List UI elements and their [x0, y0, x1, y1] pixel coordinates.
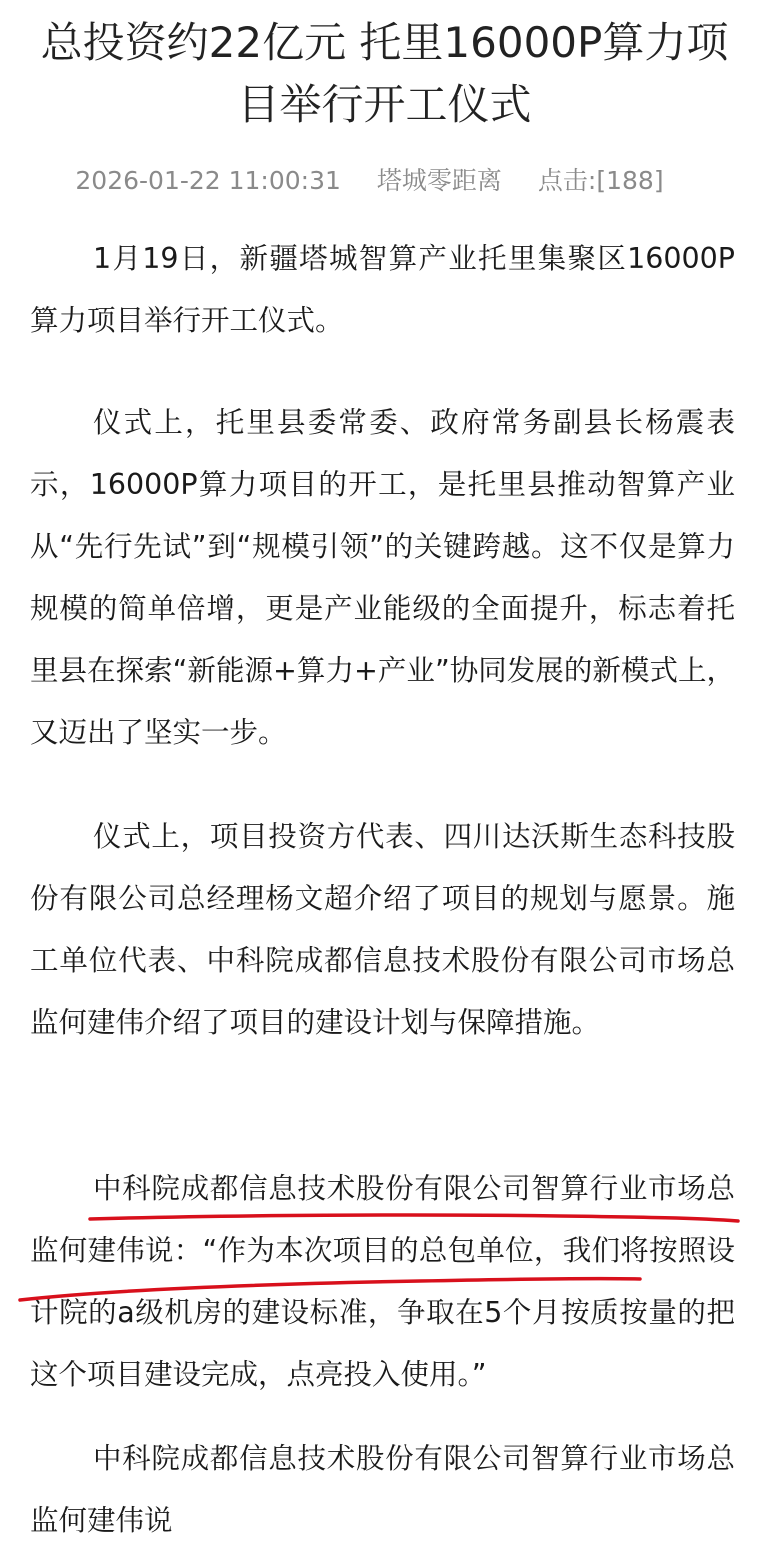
article-source: 塔城零距离 — [376, 166, 502, 195]
article-title: 总投资约22亿元 托里16000P算力项目举行开工仪式 — [40, 18, 729, 129]
click-count-label: 点击: — [537, 166, 597, 195]
click-count-value: [188] — [596, 166, 664, 195]
paragraph-2: 仪式上，托里县委常委、政府常务副县长杨震表示，16000P算力项目的开工，是托里县推动智算产业从“先行先试”到“规模引领”的关键跨越。这不仅是算力规模的简单倍增，更是产业能级的全面提升，标志着托里县在探索“新能源+算力+产业”协同发展的新模式上，又迈出了坚实一步。 — [30, 406, 735, 749]
paragraph-4: 中科院成都信息技术股份有限公司智算行业市场总监何建伟说：“作为本次项目的总包单位，我们将按照设计院的a级机房的建设标准，争取在5个月按质按量的把这个项目建设完成，点亮投入使用。” — [30, 1172, 735, 1391]
paragraph-1: 1月19日，新疆塔城智算产业托里集聚区16000P算力项目举行开工仪式。 — [30, 242, 735, 337]
paragraph-3: 仪式上，项目投资方代表、四川达沃斯生态科技股份有限公司总经理杨文超介绍了项目的规划与愿景。施工单位代表、中科院成都信息技术股份有限公司市场总监何建伟介绍了项目的建设计划与保障措施。 — [30, 820, 735, 1039]
paragraph-5-partial: 中科院成都信息技术股份有限公司智算行业市场总监何建伟说 — [30, 1442, 735, 1537]
article-meta — [0, 163, 739, 199]
publish-date: 2026-01-22 11:00:31 — [75, 166, 341, 195]
